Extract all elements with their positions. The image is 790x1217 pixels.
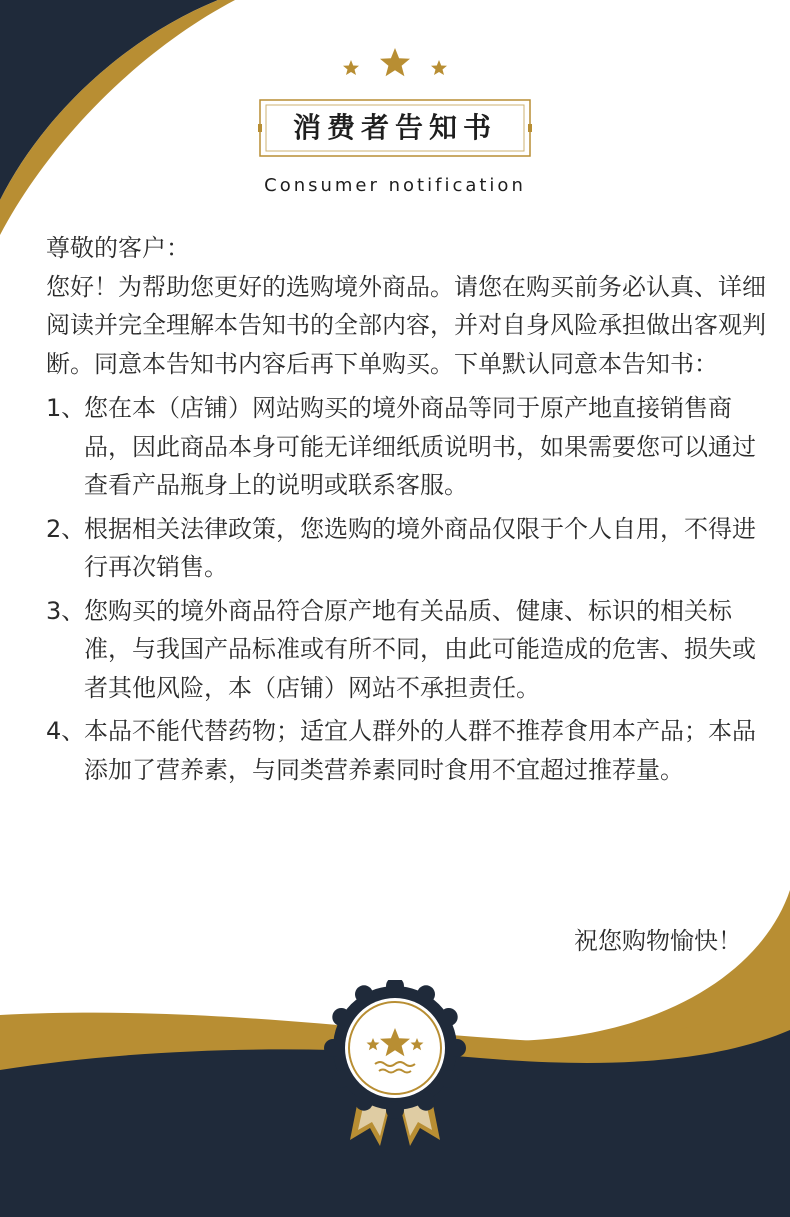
item-number: 4、 (46, 717, 86, 745)
list-item (46, 389, 766, 505)
notice-items (46, 389, 766, 789)
item-number: 3、 (46, 596, 86, 625)
item-text: 根据相关法律政策，您选购的境外商品仅限于个人自用，不得进行再次销售。 (84, 514, 756, 581)
intro-paragraph: 您好！为帮助您更好的选购境外商品。请您在购买前务必认真、详细阅读并完全理解本告知书的全部内容，并对自身风险承担做出客观判断。同意本告知书内容后再下单购买。下单默认同意本告知书： (46, 272, 766, 378)
item-text: 您在本（店铺）网站购买的境外商品等同于原产地直接销售商品，因此商品本身可能无详细纸质说明书，如果需要您可以通过查看产品瓶身上的说明或联系客服。 (84, 394, 756, 499)
page-title: 消费者告知书 (292, 111, 497, 144)
notice-body (46, 229, 766, 794)
list-item (46, 592, 766, 708)
greeting: 尊敬的客户： (46, 234, 190, 262)
list-item (46, 510, 766, 587)
item-number: 2、 (46, 514, 86, 543)
intro-section (46, 229, 766, 383)
item-number: 1、 (46, 394, 86, 422)
award-seal-icon (320, 980, 470, 1150)
page-subtitle: Consumer notification (264, 175, 526, 196)
list-item (46, 712, 766, 789)
item-text: 本品不能代替药物；适宜人群外的人群不推荐食用本产品；本品添加了营养素，与同类营养素同时食用不宜超过推荐量。 (84, 717, 756, 784)
closing-text: 祝您购物愉快！ (574, 927, 742, 955)
item-text: 您购买的境外商品符合原产地有关品质、健康、标识的相关标准，与我国产品标准或有所不同，由此可能造成的危害、损失或者其他风险，本（店铺）网站不承担责任。 (84, 596, 756, 702)
three-gold-stars-icon (335, 44, 455, 84)
